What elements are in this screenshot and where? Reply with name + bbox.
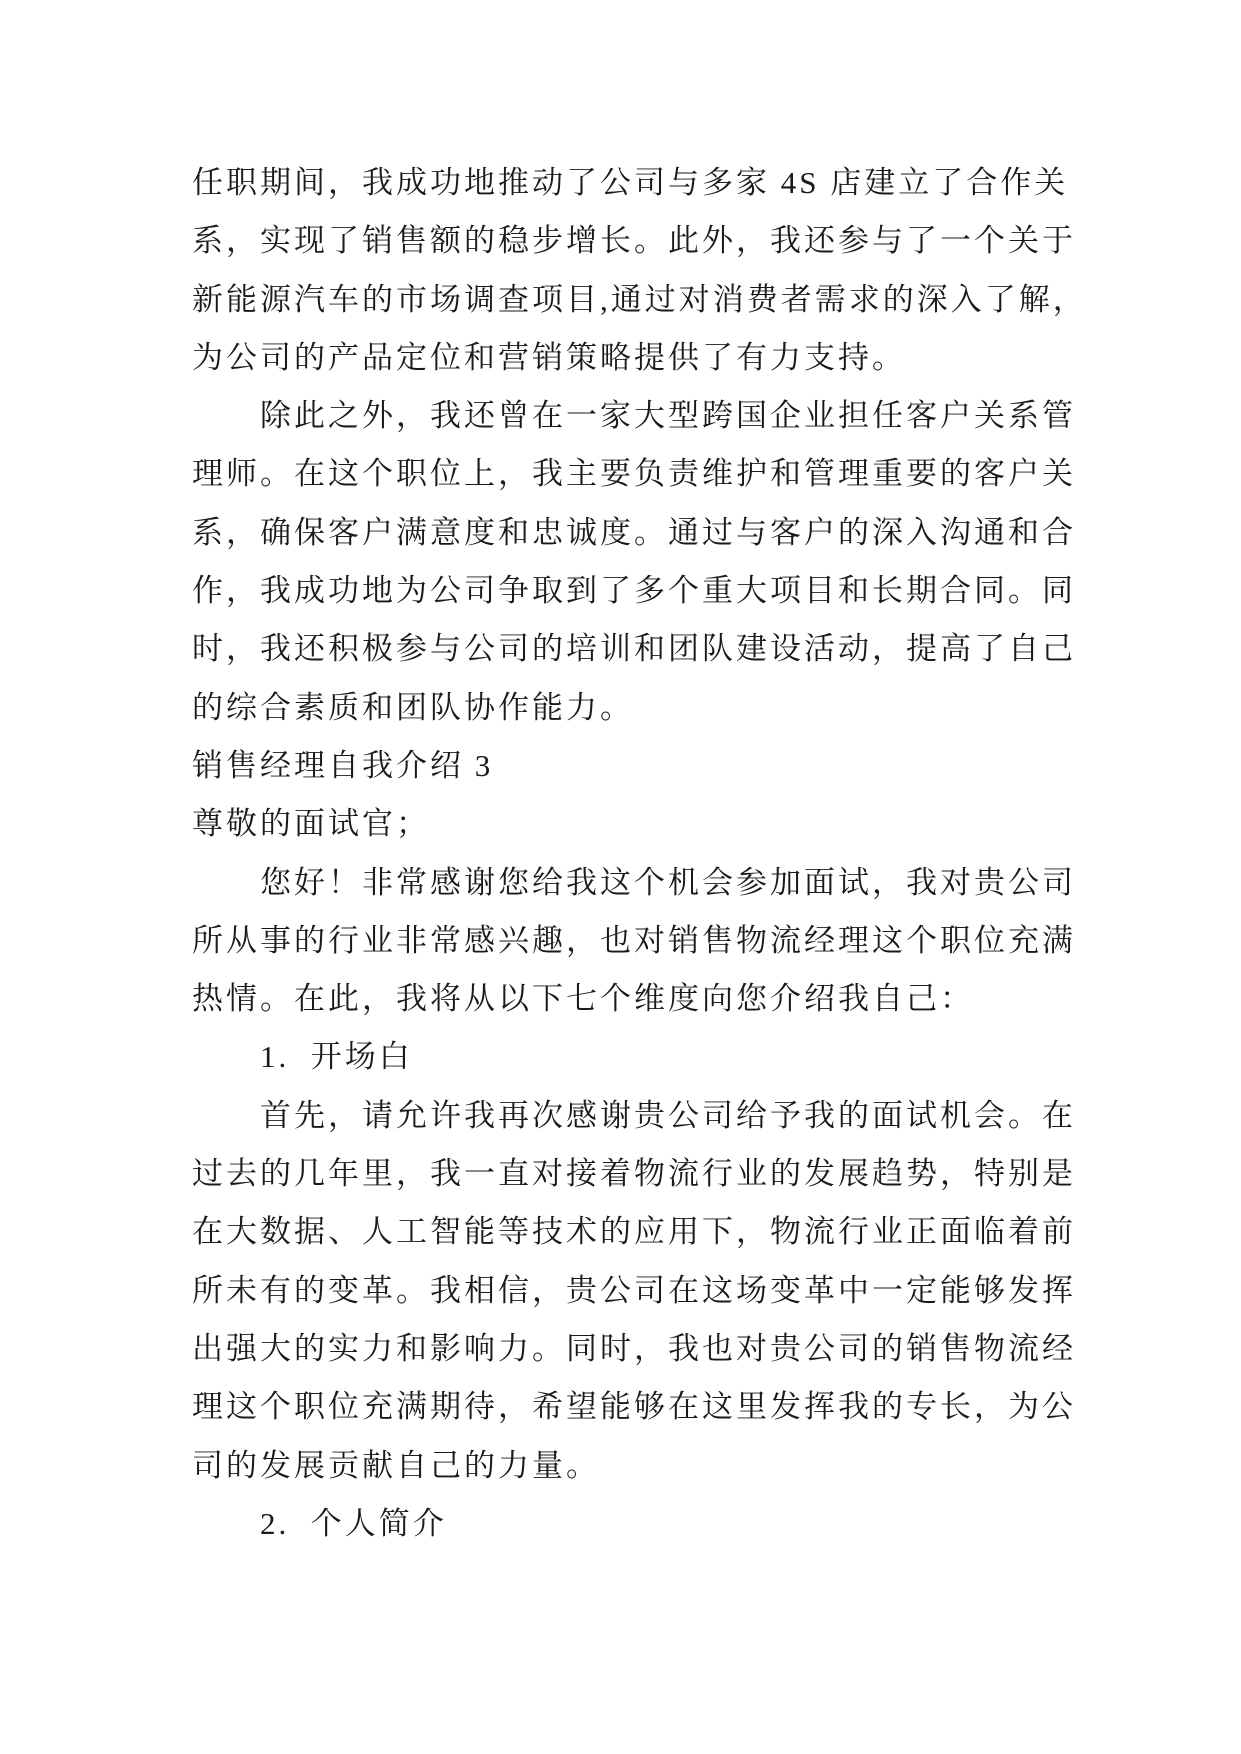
paragraph-line: 首先，请允许我再次感谢贵公司给予我的面试机会。在: [260, 1097, 1076, 1133]
paragraph-line: 理师。在这个职位上，我主要负责维护和管理重要的客户关: [192, 456, 1076, 492]
salutation-line: 尊敬的面试官；: [192, 806, 430, 842]
paragraph-line: 的综合素质和团队协作能力。: [192, 689, 634, 725]
paragraph-line: 除此之外，我还曾在一家大型跨国企业担任客户关系管: [260, 398, 1076, 434]
paragraph-line: 热情。在此，我将从以下七个维度向您介绍我自己：: [192, 981, 974, 1017]
paragraph-line: 系，确保客户满意度和忠诚度。通过与客户的深入沟通和合: [192, 514, 1076, 550]
section-heading: 销售经理自我介绍 3: [192, 747, 494, 783]
paragraph-line: 作，我成功地为公司争取到了多个重大项目和长期合同。同: [192, 573, 1076, 609]
paragraph-line: 所未有的变革。我相信，贵公司在这场变革中一定能够发挥: [192, 1272, 1076, 1308]
paragraph-line: 系，实现了销售额的稳步增长。此外，我还参与了一个关于: [192, 223, 1076, 259]
paragraph-line: 过去的几年里，我一直对接着物流行业的发展趋势，特别是: [192, 1156, 1076, 1192]
paragraph-line: 理这个职位充满期待，希望能够在这里发挥我的专长，为公: [192, 1389, 1076, 1425]
paragraph-line: 时，我还积极参与公司的培训和团队建设活动，提高了自己: [192, 631, 1076, 667]
paragraph-line: 新能源汽车的市场调查项目,通过对消费者需求的深入了解，: [192, 281, 1087, 317]
paragraph-line: 出强大的实力和影响力。同时，我也对贵公司的销售物流经: [192, 1330, 1076, 1366]
paragraph-line: 所从事的行业非常感兴趣，也对销售物流经理这个职位充满: [192, 922, 1076, 958]
paragraph-line: 在大数据、人工智能等技术的应用下，物流行业正面临着前: [192, 1214, 1076, 1250]
document-text-block: [192, 154, 1087, 1553]
paragraph-line: 为公司的产品定位和营销策略提供了有力支持。: [192, 339, 906, 375]
paragraph-line: 司的发展贡献自己的力量。: [192, 1447, 600, 1483]
paragraph-line: 任职期间，我成功地推动了公司与多家 4S 店建立了合作关: [192, 165, 1069, 200]
list-item: 1. 开场白: [260, 1039, 413, 1075]
paragraph-line: 您好！非常感谢您给我这个机会参加面试，我对贵公司: [260, 864, 1076, 900]
list-item: 2. 个人简介: [260, 1505, 447, 1541]
